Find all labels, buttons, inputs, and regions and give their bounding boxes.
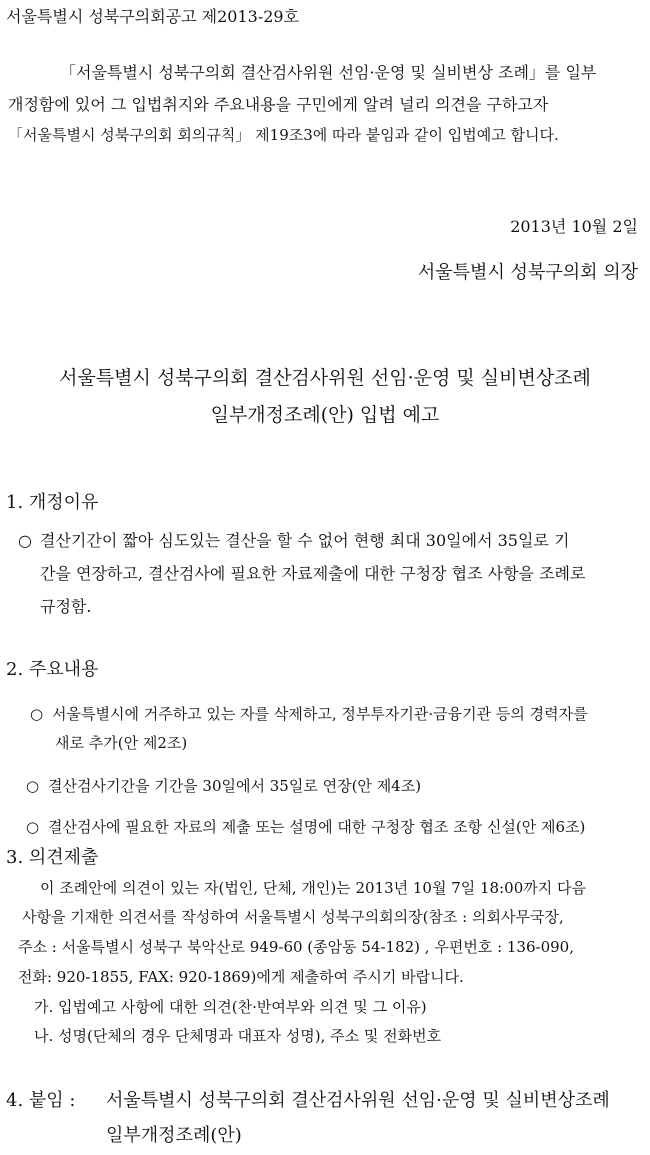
bullet-circle-icon: ○ [18,531,32,550]
opinion-line-4: 전화: 920-1855, FAX: 920-1869)에게 제출하여 주시기 바랍니다. [18,968,464,986]
section-opinion-heading: 3. 의견제출 [6,847,99,868]
reason-line-1 [18,528,569,551]
main-item-2 [26,775,421,796]
preamble-line-1: 「서울특별시 성북구의회 결산검사위원 선임·운영 및 실비변상 조례」를 일부 [60,63,597,82]
reason-line-2: 간을 연장하고, 결산검사에 필요한 자료제출에 대한 구청장 협조 사항을 조례로 [40,564,586,583]
main-item-3-text: 결산검사에 필요한 자료의 제출 또는 설명에 대한 구청장 협조 조항 신설(안 제6조) [48,818,586,836]
main-item-1-line-2: 새로 추가(안 제2조) [55,734,188,752]
bullet-circle-icon: ○ [26,818,40,836]
title-line-2: 일부개정조례(안) 입법 예고 [210,404,440,426]
preamble-line-3: 「서울특별시 성북구의회 회의규칙」 제19조3에 따라 붙임과 같이 입법예고 합니다. [8,126,559,144]
issuer: 서울특별시 성북구의회 의장 [417,262,638,283]
section-reason-heading: 1. 개정이유 [6,492,99,513]
opinion-line-3: 주소 : 서울특별시 성북구 북악산로 949-60 (종암동 54-182) , 우편번호 : 136-090, [18,938,574,956]
attachment-line-2: 일부개정조례(안) [106,1125,242,1146]
reason-text-1: 결산기간이 짧아 심도있는 결산을 할 수 없어 현행 최대 30일에서 35일로 기 [40,531,570,550]
opinion-line-2: 사항을 기재한 의견서를 작성하여 서울특별시 성북구의회의장(참조 : 의회사무국장, [22,908,564,926]
section-main-heading: 2. 주요내용 [6,659,99,680]
bullet-circle-icon: ○ [26,777,40,795]
reason-line-3: 규정함. [40,597,92,616]
opinion-line-1: 이 조례안에 의견이 있는 자(법인, 단체, 개인)는 2013년 10월 7일 18:00까지 다음 [40,879,586,897]
main-item-3 [26,816,585,837]
bullet-circle-icon: ○ [30,705,44,723]
main-item-1-text: 서울특별시에 거주하고 있는 자를 삭제하고, 정부투자기관·금융기관 등의 경력자를 [52,705,588,723]
notice-date: 2013년 10월 2일 [510,217,638,236]
preamble-line-2: 개정함에 있어 그 입법취지와 주요내용을 구민에게 알려 널리 의견을 구하고자 [8,95,549,114]
notice-number: 서울특별시 성북구의회공고 제2013-29호 [6,7,300,26]
title-line-1: 서울특별시 성북구의회 결산검사위원 선임·운영 및 실비변상조례 [59,367,591,389]
main-item-1-line-1 [30,703,588,724]
opinion-item-b: 나. 성명(단체의 경우 단체명과 대표자 성명), 주소 및 전화번호 [34,1027,442,1045]
attachment-line-1: 서울특별시 성북구의회 결산검사위원 선임·운영 및 실비변상조례 [106,1090,610,1111]
opinion-item-a: 가. 입법예고 사항에 대한 의견(찬·반여부와 의견 및 그 이유) [34,998,427,1016]
section-attachment-heading: 4. 붙임 : [6,1090,76,1111]
main-item-2-text: 결산검사기간을 기간을 30일에서 35일로 연장(안 제4조) [48,777,422,795]
